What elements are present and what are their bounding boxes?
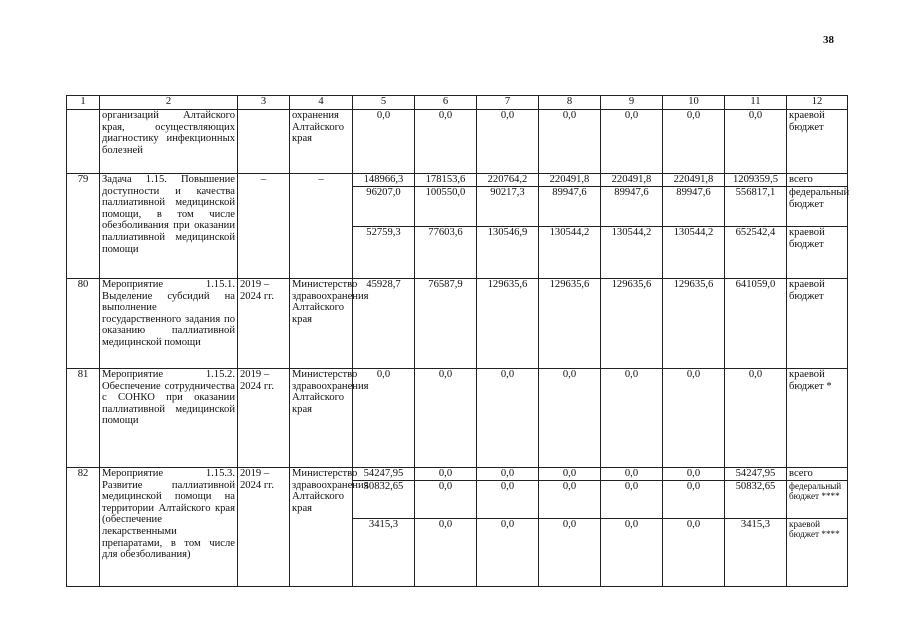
- header-cell: 11: [725, 96, 787, 110]
- value-cell: 129635,6: [477, 279, 539, 369]
- table-row: [67, 468, 848, 481]
- value-cell: 130544,2: [601, 227, 663, 279]
- value-cell: 0,0: [725, 110, 787, 174]
- value-cell: 0,0: [477, 519, 539, 587]
- value-cell: 129635,6: [539, 279, 601, 369]
- value-cell: 0,0: [539, 110, 601, 174]
- value-cell: 129635,6: [663, 279, 725, 369]
- value-cell: 0,0: [539, 369, 601, 468]
- program-table: [66, 95, 848, 587]
- value-cell: 0,0: [539, 481, 601, 519]
- executor-cell: Министерство здравоохранения Алтайского края: [290, 279, 353, 369]
- value-cell: 0,0: [601, 110, 663, 174]
- header-cell: 9: [601, 96, 663, 110]
- term-cell: 2019 – 2024 гг.: [238, 279, 290, 369]
- value-cell: 0,0: [601, 369, 663, 468]
- funding-source: краевой бюджет *: [787, 369, 848, 468]
- measure-name: организаций Алтайского края, осуществляющих диагностику инфекционных болезней: [100, 110, 238, 174]
- header-cell: 8: [539, 96, 601, 110]
- value-cell: 0,0: [477, 468, 539, 481]
- value-cell: 652542,4: [725, 227, 787, 279]
- value-cell: 90217,3: [477, 187, 539, 227]
- table-row: [67, 174, 848, 187]
- measure-name: Мероприятие 1.15.3. Развитие паллиативной медицинской помощи на территории Алтайского края (обеспечение лекарственными препаратами, в том числе для обезболивания): [100, 468, 238, 587]
- value-cell: 148966,3: [353, 174, 415, 187]
- value-cell: 0,0: [415, 110, 477, 174]
- value-cell: 641059,0: [725, 279, 787, 369]
- value-cell: 0,0: [663, 468, 725, 481]
- funding-source: всего: [787, 174, 848, 187]
- header-cell: 2: [100, 96, 238, 110]
- value-cell: 52759,3: [353, 227, 415, 279]
- value-cell: 3415,3: [725, 519, 787, 587]
- executor-cell: охранения Алтайского края: [290, 110, 353, 174]
- row-number: [67, 110, 100, 174]
- value-cell: 220491,8: [663, 174, 725, 187]
- value-cell: 129635,6: [601, 279, 663, 369]
- value-cell: 3415,3: [353, 519, 415, 587]
- funding-source: краевой бюджет: [787, 279, 848, 369]
- row-number: 82: [67, 468, 100, 587]
- value-cell: 0,0: [601, 481, 663, 519]
- header-row: [67, 96, 848, 110]
- header-cell: 6: [415, 96, 477, 110]
- value-cell: 89947,6: [539, 187, 601, 227]
- value-cell: 89947,6: [663, 187, 725, 227]
- value-cell: 0,0: [353, 369, 415, 468]
- executor-cell: Министерство здравоохранения Алтайского края: [290, 369, 353, 468]
- executor-cell: Министерство здравоохранения Алтайского края: [290, 468, 353, 587]
- value-cell: 96207,0: [353, 187, 415, 227]
- funding-source: краевой бюджет: [787, 110, 848, 174]
- value-cell: 0,0: [663, 519, 725, 587]
- term-cell: 2019 – 2024 гг.: [238, 468, 290, 587]
- value-cell: 0,0: [415, 468, 477, 481]
- measure-name: Задача 1.15. Повышение доступности и качества паллиативной медицинской помощи, в том числе обезболивания при оказании паллиативной медицинской помощи: [100, 174, 238, 279]
- value-cell: 130544,2: [539, 227, 601, 279]
- value-cell: 0,0: [663, 369, 725, 468]
- value-cell: 45928,7: [353, 279, 415, 369]
- header-cell: 7: [477, 96, 539, 110]
- value-cell: 220764,2: [477, 174, 539, 187]
- header-cell: 4: [290, 96, 353, 110]
- value-cell: 220491,8: [601, 174, 663, 187]
- value-cell: 0,0: [415, 369, 477, 468]
- value-cell: 0,0: [539, 468, 601, 481]
- value-cell: 50832,65: [725, 481, 787, 519]
- row-number: 81: [67, 369, 100, 468]
- value-cell: 130544,2: [663, 227, 725, 279]
- value-cell: 0,0: [663, 481, 725, 519]
- value-cell: 0,0: [601, 519, 663, 587]
- term-cell: [238, 110, 290, 174]
- term-cell: –: [238, 174, 290, 279]
- table-row: [67, 279, 848, 369]
- value-cell: 0,0: [663, 110, 725, 174]
- funding-source: краевой бюджет: [787, 227, 848, 279]
- value-cell: 0,0: [725, 369, 787, 468]
- value-cell: 100550,0: [415, 187, 477, 227]
- value-cell: 76587,9: [415, 279, 477, 369]
- value-cell: 0,0: [477, 481, 539, 519]
- funding-source: краевой бюджет ****: [787, 519, 848, 587]
- value-cell: 220491,8: [539, 174, 601, 187]
- value-cell: 0,0: [353, 110, 415, 174]
- value-cell: 0,0: [477, 369, 539, 468]
- value-cell: 0,0: [601, 468, 663, 481]
- header-cell: 1: [67, 96, 100, 110]
- executor-cell: –: [290, 174, 353, 279]
- measure-name: Мероприятие 1.15.1. Выделение субсидий на выполнение государственного задания по оказанию паллиативной медицинской помощи: [100, 279, 238, 369]
- value-cell: 50832,65: [353, 481, 415, 519]
- value-cell: 0,0: [415, 519, 477, 587]
- value-cell: 54247,95: [353, 468, 415, 481]
- table-row: [67, 110, 848, 174]
- funding-source: федеральный бюджет ****: [787, 481, 848, 519]
- value-cell: 89947,6: [601, 187, 663, 227]
- value-cell: 556817,1: [725, 187, 787, 227]
- value-cell: 0,0: [415, 481, 477, 519]
- header-cell: 12: [787, 96, 848, 110]
- header-cell: 3: [238, 96, 290, 110]
- term-cell: 2019 – 2024 гг.: [238, 369, 290, 468]
- value-cell: 54247,95: [725, 468, 787, 481]
- value-cell: 0,0: [539, 519, 601, 587]
- header-cell: 5: [353, 96, 415, 110]
- value-cell: 1209359,5: [725, 174, 787, 187]
- value-cell: 77603,6: [415, 227, 477, 279]
- row-number: 79: [67, 174, 100, 279]
- measure-name: Мероприятие 1.15.2. Обеспечение сотрудничества с СОНКО при оказании паллиативной медицинской помощи: [100, 369, 238, 468]
- table-row: [67, 369, 848, 468]
- value-cell: 178153,6: [415, 174, 477, 187]
- page-number: 38: [823, 34, 834, 46]
- row-number: 80: [67, 279, 100, 369]
- funding-source: всего: [787, 468, 848, 481]
- value-cell: 130546,9: [477, 227, 539, 279]
- funding-source: федеральный бюджет: [787, 187, 848, 227]
- header-cell: 10: [663, 96, 725, 110]
- value-cell: 0,0: [477, 110, 539, 174]
